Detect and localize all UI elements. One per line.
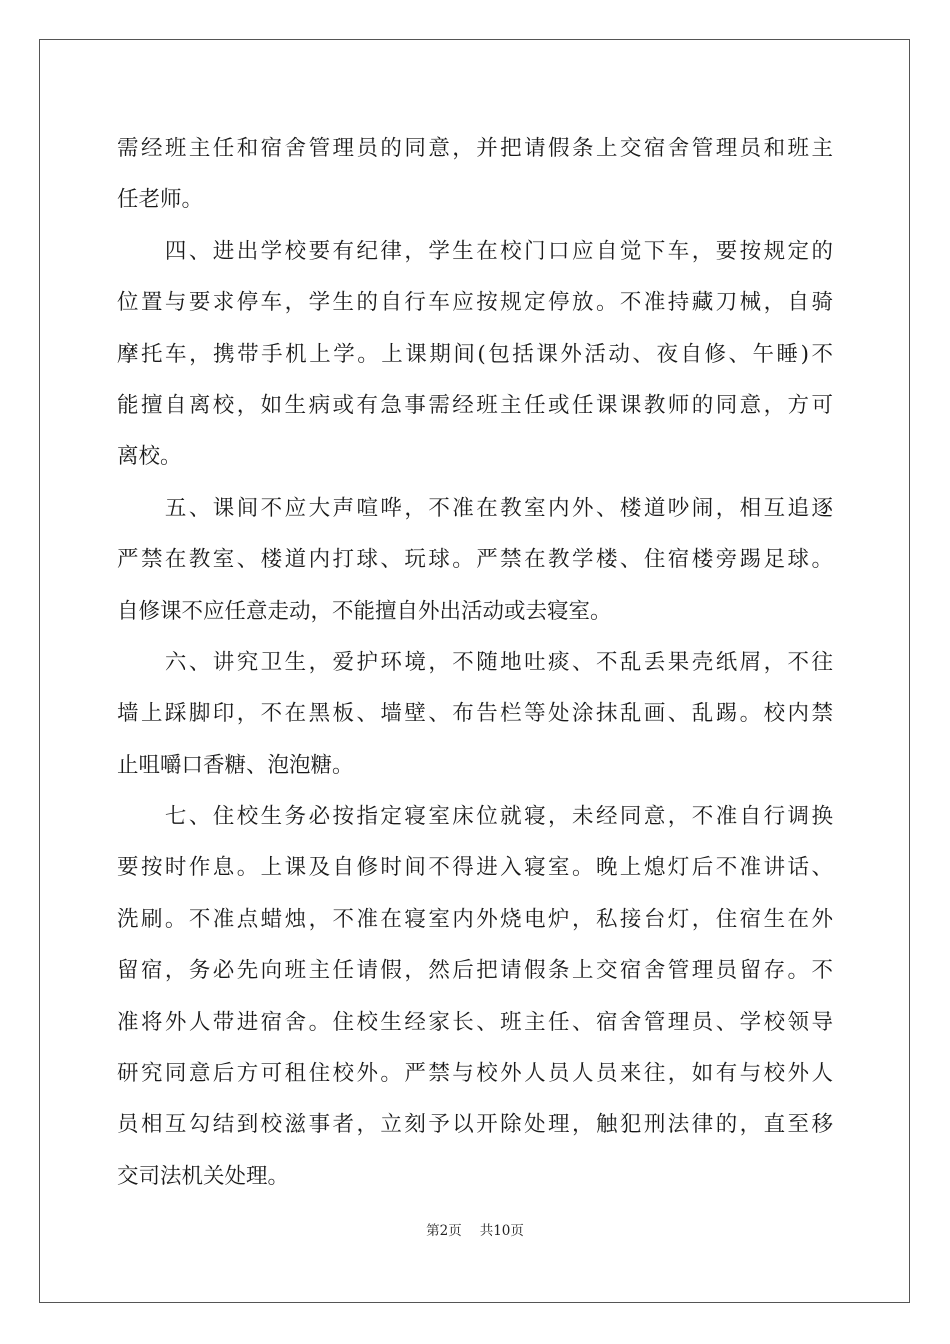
text-line: 自修课不应任意走动，不能擅自外出活动或去寝室。 <box>117 598 612 624</box>
text-line: 严禁在教室、楼道内打球、玩球。严禁在教学楼、住宿楼旁踢足球。 <box>117 547 833 573</box>
text-line: 交司法机关处理。 <box>117 1163 290 1189</box>
page-footer <box>0 1219 950 1239</box>
text-line: 留宿，务必先向班主任请假，然后把请假条上交宿舍管理员留存。不 <box>117 958 833 984</box>
text-line: 能擅自离校，如生病或有急事需经班主任或任课课教师的同意，方可 <box>117 392 833 418</box>
page-total: 共10页 <box>479 1223 524 1239</box>
text-line: 离校。 <box>117 444 182 470</box>
text-line: 员相互勾结到校滋事者，立刻予以开除处理，触犯刑法律的，直至移 <box>117 1112 833 1138</box>
text-line: 摩托车，携带手机上学。上课期间(包括课外活动、夜自修、午睡)不 <box>117 341 833 367</box>
text-line: 需经班主任和宿舍管理员的同意，并把请假条上交宿舍管理员和班主 <box>117 136 833 161</box>
text-line: 要按时作息。上课及自修时间不得进入寝室。晚上熄灯后不准讲话、 <box>117 855 833 881</box>
text-line: 六、讲究卫生，爱护环境，不随地吐痰、不乱丢果壳纸屑，不往 <box>117 649 833 675</box>
text-line: 任老师。 <box>117 187 204 213</box>
text-line: 止咀嚼口香糖、泡泡糖。 <box>117 752 354 778</box>
text-line: 研究同意后方可租住校外。严禁与校外人员人员来往，如有与校外人 <box>117 1061 833 1087</box>
page-number: 第2页 <box>426 1223 462 1239</box>
text-line: 位置与要求停车，学生的自行车应按规定停放。不准持藏刀械，自骑 <box>117 290 833 316</box>
text-line: 墙上踩脚印，不在黑板、墙壁、布告栏等处涂抹乱画、乱踢。校内禁 <box>117 701 833 727</box>
text-line: 洗刷。不准点蜡烛，不准在寝室内外烧电炉，私接台灯，住宿生在外 <box>117 906 833 932</box>
text-line: 七、住校生务必按指定寝室床位就寝，未经同意，不准自行调换 <box>117 804 833 830</box>
document-body <box>117 123 833 1202</box>
text-line: 五、课间不应大声喧哗，不准在教室内外、楼道吵闹，相互追逐 <box>117 495 833 521</box>
text-line: 四、进出学校要有纪律，学生在校门口应自觉下车，要按规定的 <box>117 238 833 264</box>
text-line: 准将外人带进宿舍。住校生经家长、班主任、宿舍管理员、学校领导 <box>117 1009 833 1035</box>
